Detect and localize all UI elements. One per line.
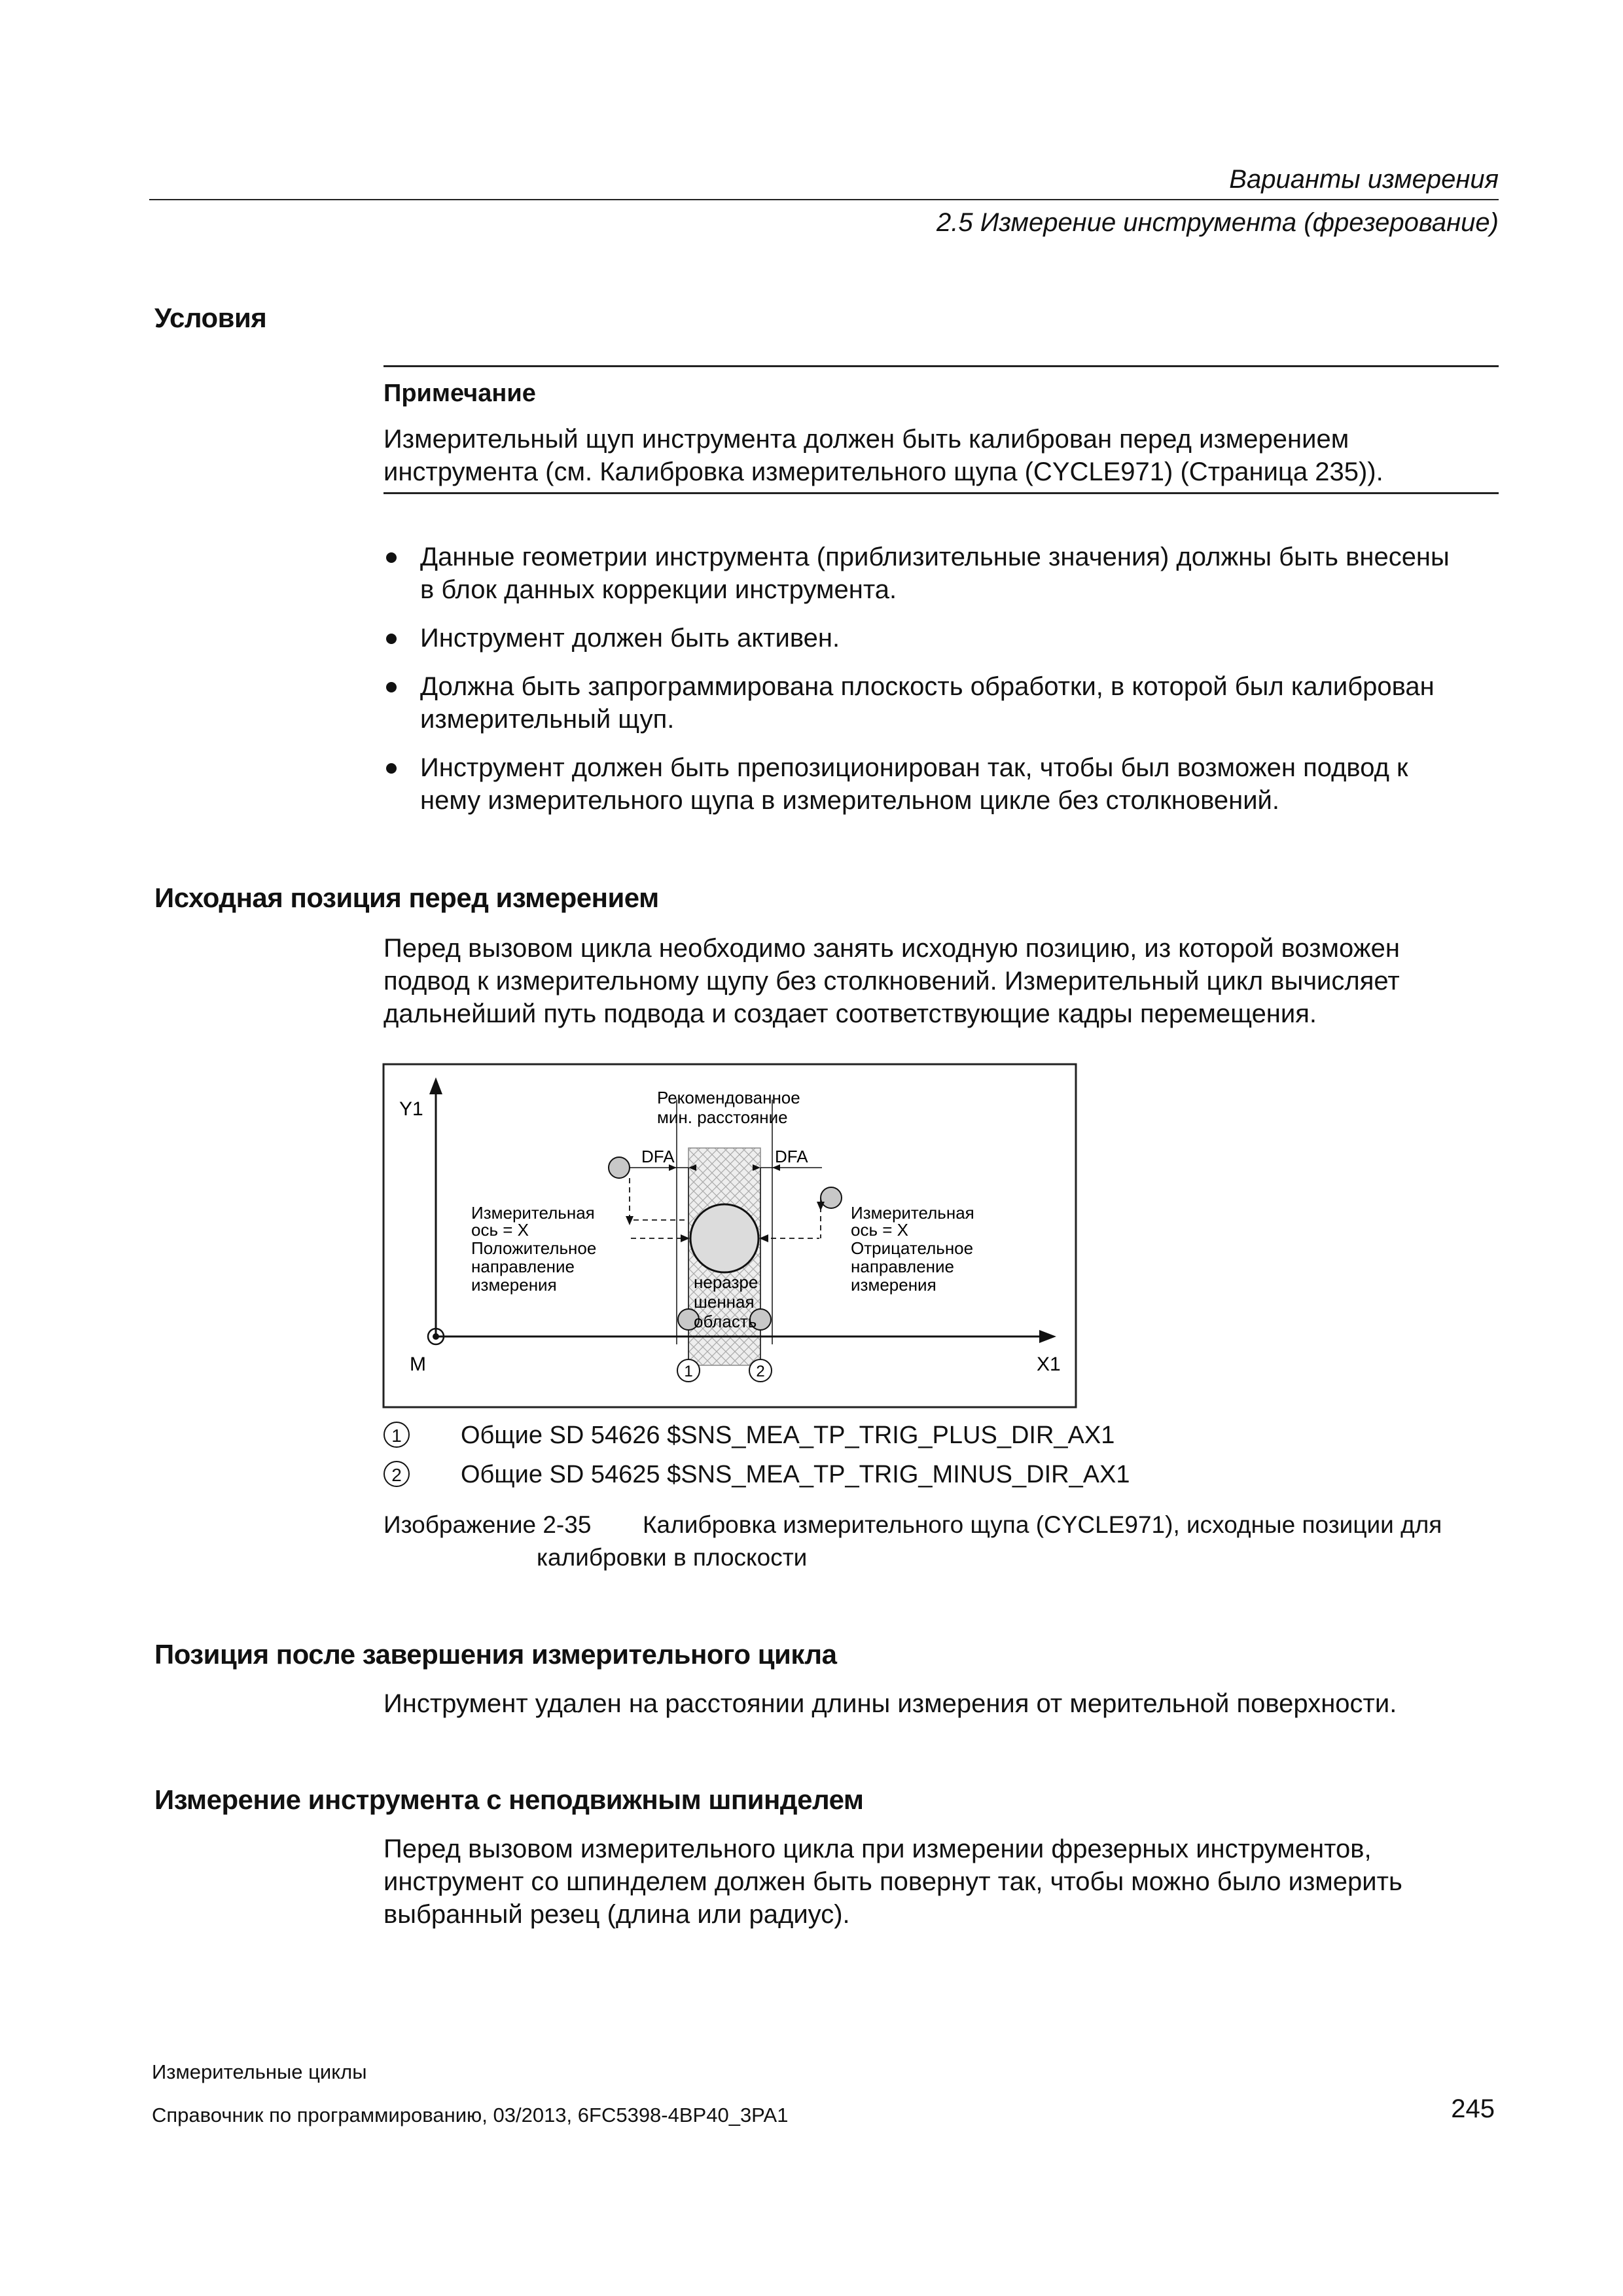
start-line-3: дальнейший путь подвода и создает соответствующие кадры перемещения. — [383, 999, 1317, 1028]
bullet-icon — [386, 552, 397, 563]
conditions-list — [383, 541, 1509, 833]
bullet-item — [383, 541, 1509, 606]
left-annotation: Измерительная ось = X Положительное направление измерения — [471, 1203, 597, 1295]
bullet-line: нему измерительного щупа в измерительном цикле без столкновений. — [420, 786, 1280, 815]
tool-icon — [690, 1204, 758, 1272]
figure-caption — [383, 1509, 1442, 1541]
footer-title: Измерительные циклы — [152, 2060, 367, 2083]
note-text — [383, 423, 1499, 488]
note-top-rule — [383, 365, 1499, 367]
probe-start-left-icon — [609, 1157, 630, 1178]
bullet-line: измерительный щуп. — [420, 705, 675, 734]
legend-number-2: 2 — [383, 1461, 410, 1487]
dfa-right-label: DFA — [775, 1147, 808, 1166]
footer-subtitle: Справочник по программированию, 03/2013, 6FC5398-4BP40_3PA1 — [152, 2104, 789, 2126]
note-title: Примечание — [383, 380, 536, 407]
y-axis-label: Y1 — [399, 1098, 423, 1120]
header-chapter: Варианты измерения — [1229, 165, 1499, 194]
legend-item-2 — [383, 1460, 1130, 1488]
spindle-line-3: выбранный резец (длина или радиус). — [383, 1900, 850, 1929]
forbidden-zone-label: неразре шенная область — [694, 1272, 758, 1331]
marker-2-label: 2 — [756, 1363, 765, 1380]
recommended-label-2: мин. расстояние — [657, 1107, 788, 1127]
bullet-item — [383, 670, 1509, 736]
legend-text-1: Общие SD 54626 $SNS_MEA_TP_TRIG_PLUS_DIR_AX1 — [461, 1422, 1115, 1449]
bullet-icon — [386, 682, 397, 692]
page-number: 245 — [1451, 2094, 1495, 2123]
caption-line-2: калибровки в плоскости — [537, 1544, 808, 1571]
right-annotation: Измерительная ось = X Отрицательное направление измерения — [851, 1203, 974, 1295]
legend-number-1: 1 — [383, 1422, 410, 1448]
start-position-text — [383, 932, 1509, 1030]
fixed-spindle-text — [383, 1833, 1509, 1931]
dfa-left-label: DFA — [641, 1147, 675, 1166]
caption-line-1: Калибровка измерительного щупа (CYCLE971), исходные позиции для — [643, 1511, 1442, 1538]
after-cycle-text: Инструмент удален на расстоянии длины измерения от мерительной поверхности. — [383, 1689, 1397, 1718]
bullet-icon — [386, 634, 397, 644]
note-line-1: Измерительный щуп инструмента должен быть калиброван перед измерением — [383, 425, 1349, 454]
bullet-line: Данные геометрии инструмента (приблизительные значения) должны быть внесены — [420, 543, 1450, 571]
x-axis-label: X1 — [1037, 1354, 1061, 1375]
start-line-1: Перед вызовом цикла необходимо занять исходную позицию, из которой возможен — [383, 934, 1400, 963]
after-cycle-heading: Позиция после завершения измерительного цикла — [154, 1639, 837, 1670]
header-rule — [149, 199, 1499, 200]
caption-label: Изображение 2-35 — [383, 1511, 592, 1538]
spindle-line-2: инструмент со шпинделем должен быть повернут так, чтобы можно было измерить — [383, 1867, 1402, 1896]
legend-text-2: Общие SD 54625 $SNS_MEA_TP_TRIG_MINUS_DIR_AX1 — [461, 1461, 1130, 1488]
start-line-2: подвод к измерительному щупу без столкновений. Измерительный цикл вычисляет — [383, 967, 1400, 996]
header-section: 2.5 Измерение инструмента (фрезерование) — [936, 208, 1499, 237]
marker-1-label: 1 — [684, 1363, 693, 1380]
fixed-spindle-heading: Измерение инструмента с неподвижным шпинделем — [154, 1784, 864, 1815]
legend-item-1 — [383, 1420, 1115, 1449]
note-bottom-rule — [383, 492, 1499, 494]
start-position-heading: Исходная позиция перед измерением — [154, 882, 659, 913]
origin-label: M — [410, 1354, 426, 1375]
bullet-item — [383, 622, 1509, 655]
note-line-2: инструмента (см. Калибровка измерительного щупа (CYCLE971) (Страница 235)). — [383, 457, 1383, 486]
bullet-line: Инструмент должен быть препозиционирован так, чтобы был возможен подвод к — [420, 753, 1408, 782]
origin-dot-icon — [433, 1333, 439, 1340]
recommended-label-1: Рекомендованное — [657, 1088, 800, 1107]
bullet-icon — [386, 763, 397, 774]
calibration-figure — [382, 1063, 1077, 1408]
spindle-line-1: Перед вызовом измерительного цикла при измерении фрезерных инструментов, — [383, 1835, 1372, 1863]
bullet-item — [383, 751, 1509, 817]
bullet-line: Инструмент должен быть активен. — [420, 624, 840, 653]
probe-start-right-icon — [821, 1187, 842, 1208]
conditions-heading: Условия — [154, 302, 267, 333]
bullet-line: в блок данных коррекции инструмента. — [420, 575, 897, 604]
bullet-line: Должна быть запрограммирована плоскость обработки, в которой был калиброван — [420, 672, 1435, 701]
